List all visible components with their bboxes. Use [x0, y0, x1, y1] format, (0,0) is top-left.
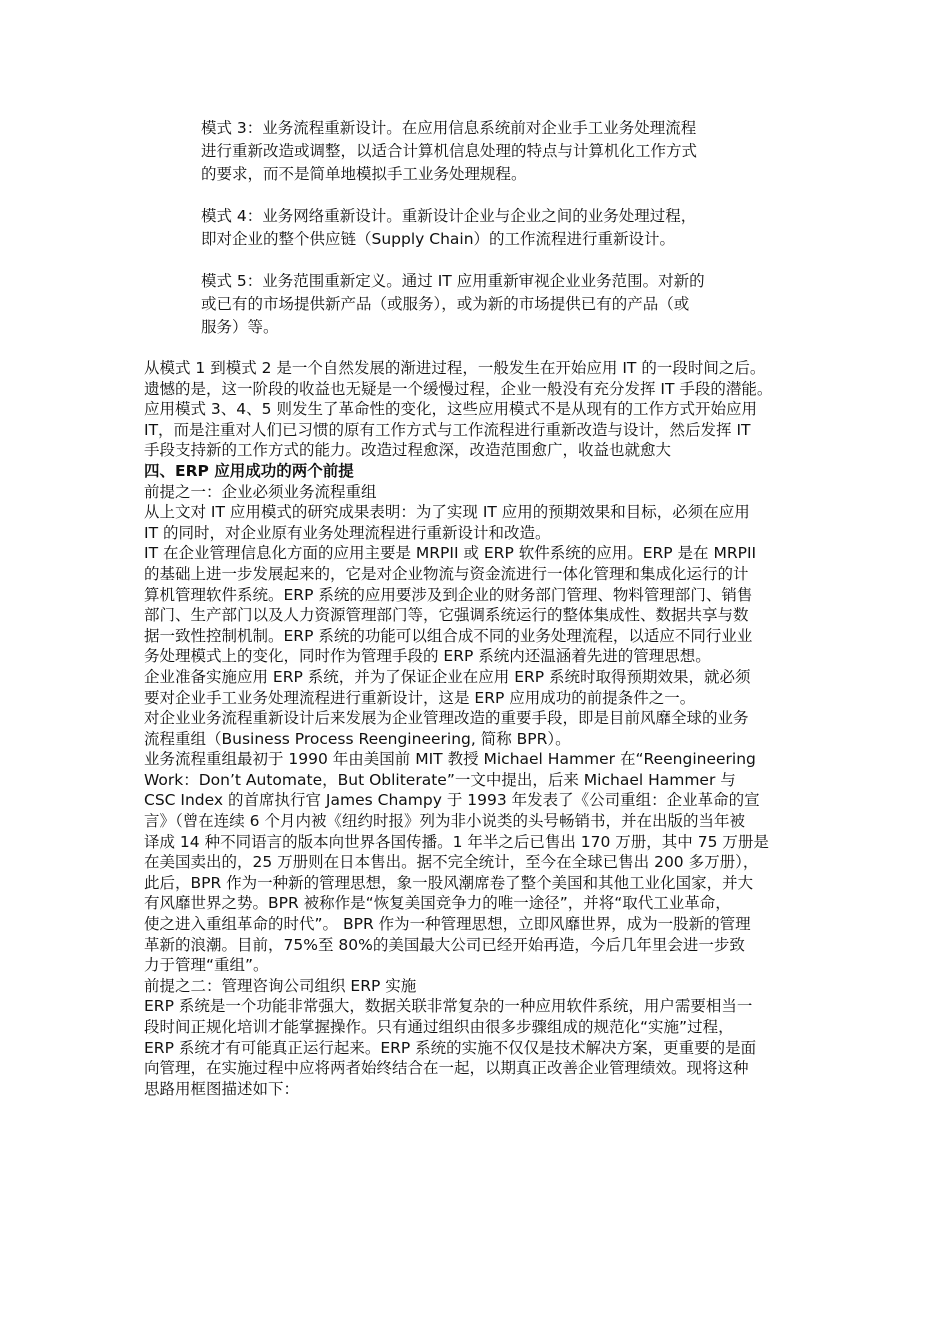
text-line: 的基础上进一步发展起来的，它是对企业物流与资金流进行一体化管理和集成化运行的计 — [144, 564, 749, 583]
text-line: 手段支持新的工作方式的能力。改造过程愈深，改造范围愈广，收益也就愈大 — [144, 441, 672, 460]
text-line: 从上文对 IT 应用模式的研究成果表明：为了实现 IT 应用的预期效果和目标，必须在应用 — [144, 503, 750, 522]
text-line: 即对企业的整个供应链（Supply Chain）的工作流程进行重新设计。 — [201, 230, 676, 248]
text-line: 模式 5：业务范围重新定义。通过 IT 应用重新审视企业业务范围。对新的 — [201, 272, 705, 290]
text-line: 应用模式 3、4、5 则发生了革命性的变化，这些应用模式不是从现有的工作方式开始应用 — [144, 400, 757, 419]
text-line: 在美国卖出的，25 万册则在日本售出。据不完全统计，至今在全球已售出 200 多万册）， — [144, 853, 759, 872]
paragraph-erp-implementation — [144, 996, 812, 1099]
text-line: ERP 系统是一个功能非常强大，数据关联非常复杂的一种应用软件系统，用户需要相当一 — [144, 997, 753, 1016]
paragraph-bpr-history — [144, 749, 812, 976]
paragraph-erp-preparation — [144, 667, 812, 708]
paragraph-it-application — [144, 502, 812, 543]
text-line: IT，而是注重对人们已习惯的原有工作方式与工作流程进行重新改造与设计，然后发挥 IT — [144, 420, 751, 439]
premise-1-title: 前提之一：企业必须业务流程重组 — [144, 482, 377, 501]
text-line: 要对企业手工业务处理流程进行重新设计，这是 ERP 应用成功的前提条件之一。 — [144, 688, 696, 707]
paragraph-bpr-intro — [144, 708, 812, 749]
text-line: 言》（曾在连续 6 个月内被《纽约时报》列为非小说类的头号畅销书，并在出版的当年被 — [144, 812, 745, 831]
text-line: 企业准备实施应用 ERP 系统，并为了保证企业在应用 ERP 系统时取得预期效果，就必须 — [144, 667, 751, 686]
text-line: 有风靡世界之势。BPR 被称作是“恢复美国竞争力的唯一途径”，并将“取代工业革命， — [144, 894, 731, 913]
body-text — [144, 358, 812, 1099]
text-line: 译成 14 种不同语言的版本向世界各国传播。1 年半之后已售出 170 万册，其中 75 万册是 — [144, 832, 769, 851]
text-line: 使之进入重组革命的时代”。 BPR 作为一种管理思想，立即风靡世界，成为一股新的管理 — [144, 915, 751, 934]
section-heading: 四、ERP 应用成功的两个前提 — [144, 461, 354, 480]
paragraph-mode-progression — [144, 358, 812, 461]
mode-5-paragraph — [201, 270, 761, 339]
text-line: 思路用框图描述如下： — [144, 1079, 300, 1098]
text-line: 进行重新改造或调整，以适合计算机信息处理的特点与计算机化工作方式 — [201, 142, 698, 160]
text-line: 革新的浪潮。目前，75%至 80%的美国最大公司已经开始再造，今后几年里会进一步致 — [144, 935, 745, 954]
text-line: 部门、生产部门以及人力资源管理部门等，它强调系统运行的整体集成性、数据共享与数 — [144, 606, 749, 625]
mode-3-paragraph — [201, 117, 761, 186]
text-line: 的要求，而不是简单地模拟手工业务处理规程。 — [201, 165, 527, 183]
text-line: 业务流程重组最初于 1990 年由美国前 MIT 教授 Michael Hammer 在“Reengineering — [144, 750, 756, 769]
paragraph-erp-overview — [144, 543, 812, 667]
text-line: 服务）等。 — [201, 318, 279, 336]
text-line: 向管理，在实施过程中应将两者始终结合在一起，以期真正改善企业管理绩效。现将这种 — [144, 1059, 749, 1078]
text-line: 力于管理“重组”。 — [144, 956, 269, 975]
text-line: 据一致性控制机制。ERP 系统的功能可以组合成不同的业务处理流程，以适应不同行业业 — [144, 626, 753, 645]
text-line: 模式 3：业务流程重新设计。在应用信息系统前对企业手工业务处理流程 — [201, 119, 697, 137]
text-line: 对企业业务流程重新设计后来发展为企业管理改造的重要手段，即是目前风靡全球的业务 — [144, 709, 749, 728]
text-line: 从模式 1 到模式 2 是一个自然发展的渐进过程，一般发生在开始应用 IT 的一段时间之后。 — [144, 359, 766, 377]
text-line: 模式 4：业务网络重新设计。重新设计企业与企业之间的业务处理过程， — [201, 207, 697, 225]
text-line: 务处理模式上的变化，同时作为管理手段的 ERP 系统内还温涵着先进的管理思想。 — [144, 647, 711, 666]
text-line: 遗憾的是，这一阶段的收益也无疑是一个缓慢过程，企业一般没有充分发挥 IT 手段的潜能。 — [144, 379, 773, 398]
text-line: 此后，BPR 作为一种新的管理思想，象一股风潮席卷了整个美国和其他工业化国家，并大 — [144, 873, 754, 892]
text-line: ERP 系统才有可能真正运行起来。ERP 系统的实施不仅仅是技术解决方案，更重要的是面 — [144, 1038, 757, 1057]
text-line: IT 在企业管理信息化方面的应用主要是 MRPII 或 ERP 软件系统的应用。ERP 是在 MRPII — [144, 544, 757, 563]
text-line: 段时间正规化培训才能掌握操作。只有通过组织由很多步骤组成的规范化“实施”过程， — [144, 1018, 734, 1036]
text-line: 流程重组（Business Process Reengineering, 简称 BPR）。 — [144, 729, 571, 748]
text-line: Work：Don’t Automate，But Obliterate”一文中提出，后来 Michael Hammer 与 — [144, 770, 736, 789]
mode-4-paragraph — [201, 205, 761, 251]
premise-2-title: 前提之二：管理咨询公司组织 ERP 实施 — [144, 976, 417, 995]
text-line: 算机管理软件系统。ERP 系统的应用要涉及到企业的财务部门管理、物料管理部门、销售 — [144, 585, 753, 604]
text-line: CSC Index 的首席执行官 James Champy 于 1993 年发表了《公司重组：企业革命的宣 — [144, 791, 760, 810]
text-line: IT 的同时，对企业原有业务处理流程进行重新设计和改造。 — [144, 523, 551, 542]
text-line: 或已有的市场提供新产品（或服务），或为新的市场提供已有的产品（或 — [201, 295, 690, 313]
